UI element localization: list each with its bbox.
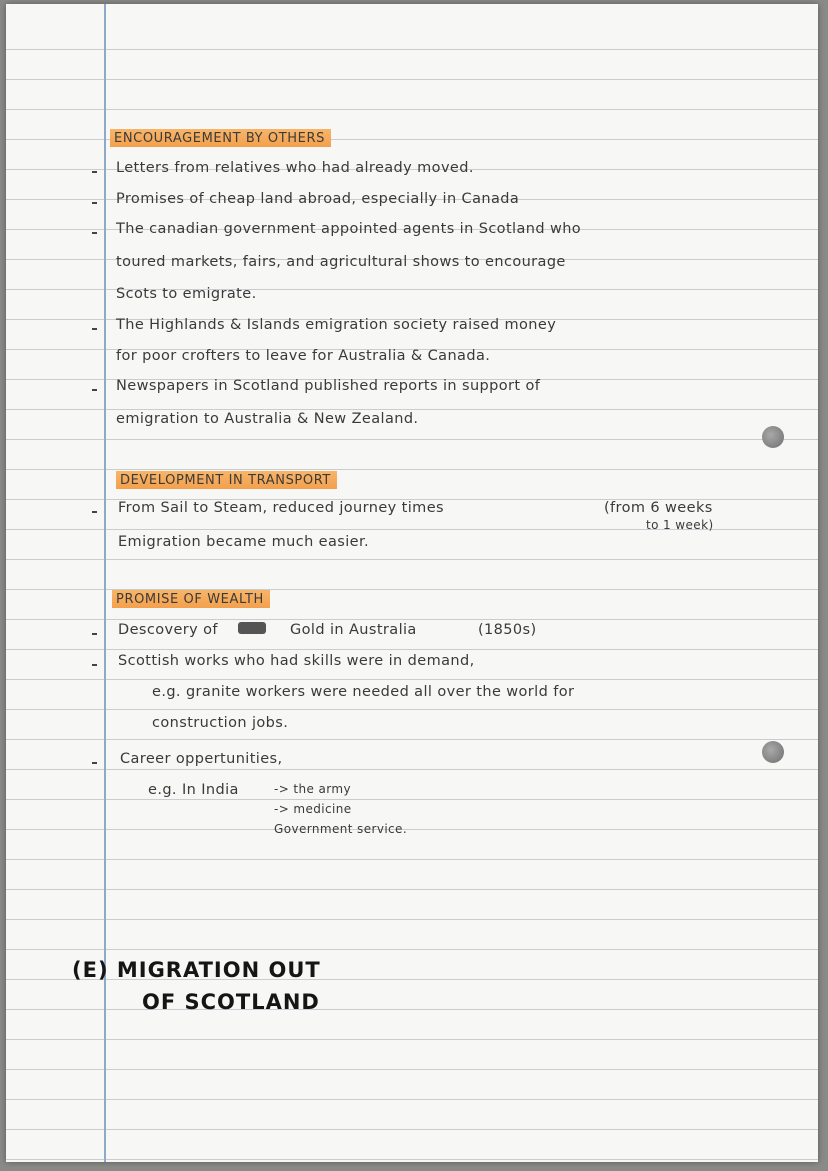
note-line: (from 6 weeks [604, 500, 713, 516]
punch-hole-bottom [762, 741, 784, 763]
note-line: From Sail to Steam, reduced journey times [118, 500, 444, 516]
margin-line [104, 4, 106, 1162]
bullet-dash [92, 202, 97, 204]
note-line: emigration to Australia & New Zealand. [116, 411, 419, 427]
note-line: Gold in Australia [290, 622, 417, 638]
note-line: -> medicine [274, 802, 352, 816]
heading-wealth: PROMISE OF WEALTH [112, 590, 270, 608]
punch-hole-top [762, 426, 784, 448]
note-line: Emigration became much easier. [118, 534, 370, 550]
note-line: Career oppertunities, [120, 751, 283, 767]
bullet-dash [92, 664, 97, 666]
note-line: The canadian government appointed agents in Scotland who [116, 221, 582, 237]
note-line: to 1 week) [646, 518, 714, 532]
bullet-dash [92, 633, 97, 635]
scribble-out-icon [238, 622, 266, 634]
note-line: Newspapers in Scotland published reports in support of [116, 378, 541, 394]
bullet-dash [92, 511, 97, 513]
note-line: Scottish works who had skills were in demand, [118, 653, 475, 669]
note-line: (1850s) [478, 622, 537, 638]
note-line: for poor crofters to leave for Australia & Canada. [116, 348, 491, 364]
bullet-dash [92, 171, 97, 173]
note-line: Promises of cheap land abroad, especially in Canada [116, 191, 520, 207]
page-title-line1: (E) MIGRATION OUT [72, 958, 321, 982]
note-line: e.g. granite workers were needed all over the world for [152, 684, 575, 700]
bullet-dash [92, 232, 97, 234]
note-line: construction jobs. [152, 715, 289, 731]
bullet-dash [92, 389, 97, 391]
note-line: e.g. In India [148, 782, 239, 798]
heading-encouragement: ENCOURAGEMENT BY OTHERS [110, 129, 331, 147]
note-line: The Highlands & Islands emigration society raised money [116, 317, 557, 333]
note-line: toured markets, fairs, and agricultural shows to encourage [116, 254, 566, 270]
note-line: -> the army [274, 782, 351, 796]
note-line: Scots to emigrate. [116, 286, 257, 302]
notebook-page [6, 4, 818, 1162]
note-line: Government service. [274, 822, 408, 836]
note-line: Descovery of [118, 622, 218, 638]
note-line: Letters from relatives who had already moved. [116, 160, 474, 176]
bullet-dash [92, 762, 97, 764]
heading-transport: DEVELOPMENT IN TRANSPORT [116, 471, 337, 489]
bullet-dash [92, 328, 97, 330]
page-title-line2: OF SCOTLAND [142, 990, 320, 1014]
